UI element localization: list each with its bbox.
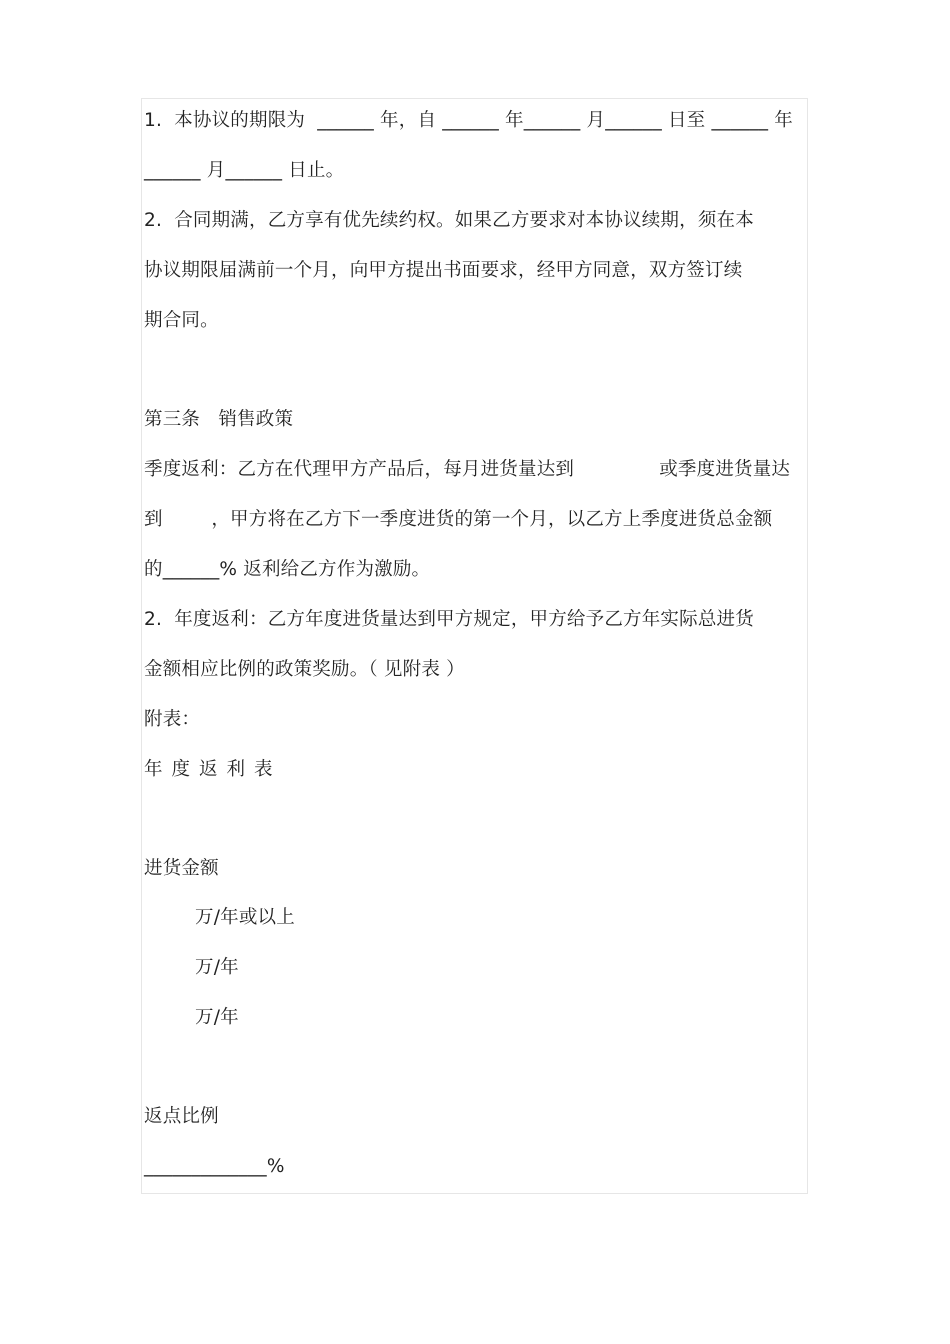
annual-rebate-line-2: 金额相应比例的政策奖励。（ 见附表 ） (144, 659, 465, 680)
purchase-row: 万/年 (195, 957, 239, 978)
annual-rebate-line-1: 2. 年度返利：乙方年度进货量达到甲方规定，甲方给予乙方年实际总进货 (144, 609, 754, 630)
term-line-1: 1. 本协议的期限为 ______ 年，自 ______ 年______ 月______ 日至 ______ 年 (144, 110, 793, 131)
quarterly-rebate-line-2: 到 ，甲方将在乙方下一季度进货的第一个月，以乙方上季度进货总金额 (144, 509, 773, 530)
table-title: 年度返利表 (144, 759, 282, 780)
term-line-2: ______ 月______ 日止。 (144, 160, 345, 181)
quarterly-rebate-line-1: 季度返利：乙方在代理甲方产品后，每月进货量达到 或季度进货量达 (144, 459, 791, 480)
renewal-line-3: 期合同。 (144, 310, 219, 331)
purchase-row: 万/年或以上 (195, 907, 295, 928)
article-three-heading: 第三条 销售政策 (144, 409, 294, 430)
purchase-row: 万/年 (195, 1007, 239, 1028)
rebate-ratio-header: 返点比例 (144, 1106, 219, 1127)
renewal-line-1: 2. 合同期满，乙方享有优先续约权。如果乙方要求对本协议续期，须在本 (144, 210, 754, 231)
attachment-label: 附表： (144, 709, 201, 730)
rebate-ratio-value: _____________% (144, 1156, 285, 1177)
purchase-amount-header: 进货金额 (144, 858, 219, 879)
renewal-line-2: 协议期限届满前一个月，向甲方提出书面要求，经甲方同意，双方签订续 (144, 260, 743, 281)
quarterly-rebate-line-3: 的______% 返利给乙方作为激励。 (144, 559, 431, 580)
